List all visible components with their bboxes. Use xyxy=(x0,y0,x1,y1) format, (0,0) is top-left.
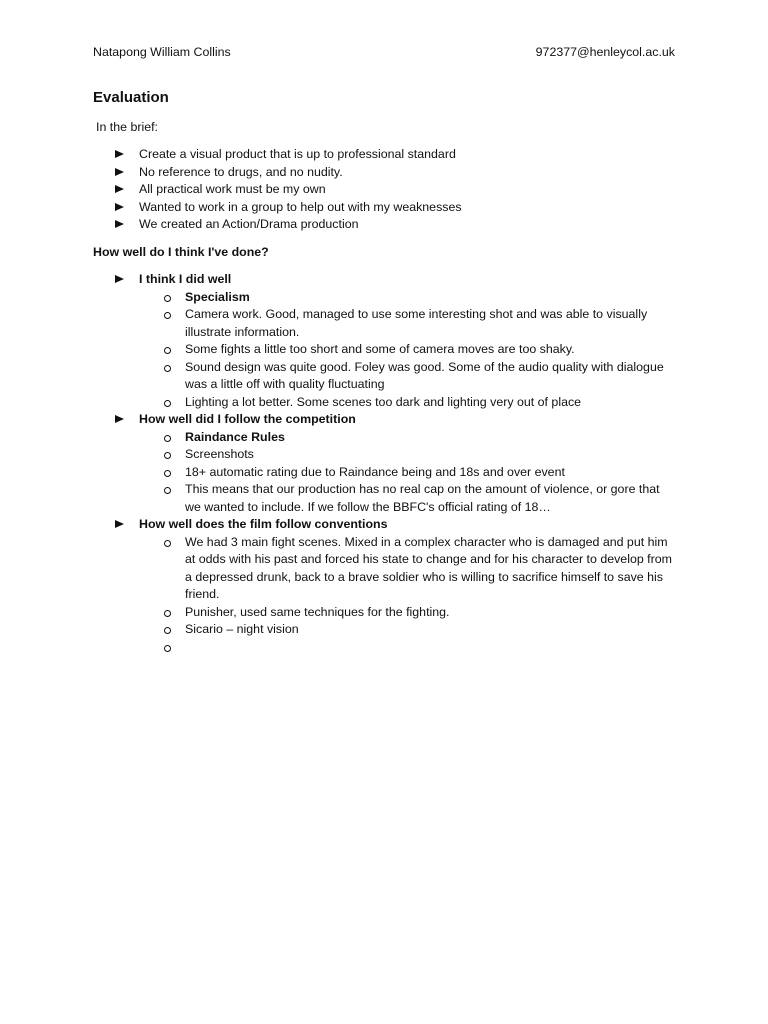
sub-list-item xyxy=(139,621,675,639)
brief-item-text: Create a visual product that is up to professional standard xyxy=(139,147,456,161)
circle-bullet-icon xyxy=(164,452,171,459)
arrow-bullet-icon xyxy=(115,150,124,158)
circle-bullet-icon xyxy=(164,470,171,477)
sub-list-item xyxy=(139,429,675,447)
sub-item-text: We had 3 main fight scenes. Mixed in a complex character who is damaged and put him at odds with his past and forced his state to change and for his character to develop from a depressed drunk, back to a brave soldier who is willing to sacrifice himself to save his friend. xyxy=(185,534,672,601)
circle-bullet-icon xyxy=(164,610,171,617)
list-item xyxy=(115,146,462,164)
circle-bullet-icon xyxy=(164,487,171,494)
sub-list xyxy=(139,429,675,517)
sub-list-item xyxy=(139,639,675,657)
circle-bullet-icon xyxy=(164,295,171,302)
sub-item-text: Camera work. Good, managed to use some interesting shot and was able to visually illustrate information. xyxy=(185,307,648,339)
list-item xyxy=(115,181,462,199)
circle-bullet-icon xyxy=(164,540,171,547)
sub-list-item xyxy=(139,446,675,464)
list-item xyxy=(115,216,462,234)
circle-bullet-icon xyxy=(164,365,171,372)
brief-item-text: All practical work must be my own xyxy=(139,182,326,196)
sub-item-text: Raindance Rules xyxy=(185,429,285,444)
sub-list-item xyxy=(139,481,675,516)
sub-list xyxy=(139,534,675,657)
header-author: Natapong William Collins xyxy=(93,45,231,59)
sub-item-text: 18+ automatic rating due to Raindance being and 18s and over event xyxy=(185,464,565,479)
header-email: 972377@henleycol.ac.uk xyxy=(535,45,675,59)
section-question: How well do I think I've done? xyxy=(93,245,269,259)
sub-list-item xyxy=(139,341,675,359)
arrow-bullet-icon xyxy=(115,520,124,528)
sub-list-item xyxy=(139,604,675,622)
circle-bullet-icon xyxy=(164,312,171,319)
section-label: I think I did well xyxy=(139,272,232,286)
sub-item-text: Specialism xyxy=(185,289,250,304)
arrow-bullet-icon xyxy=(115,220,124,228)
arrow-bullet-icon xyxy=(115,203,124,211)
circle-bullet-icon xyxy=(164,400,171,407)
sub-item-text: Punisher, used same techniques for the fighting. xyxy=(185,604,450,619)
sub-list-item xyxy=(139,289,675,307)
sub-list-item xyxy=(139,464,675,482)
list-item xyxy=(115,164,462,182)
section-label: How well does the film follow conventions xyxy=(139,517,388,531)
sub-item-text: Sound design was quite good. Foley was good. Some of the audio quality with dialogue was a little off with quality fluctuating xyxy=(185,359,664,391)
page-title: Evaluation xyxy=(93,89,169,106)
brief-item-text: Wanted to work in a group to help out with my weaknesses xyxy=(139,199,462,214)
list-item xyxy=(115,199,462,217)
brief-list xyxy=(115,146,462,234)
arrow-bullet-icon xyxy=(115,185,124,193)
sub-list-item xyxy=(139,394,675,412)
sub-list-item xyxy=(139,359,675,394)
arrow-bullet-icon xyxy=(115,275,124,283)
sub-list xyxy=(139,289,675,412)
sub-list-item xyxy=(139,534,675,604)
circle-bullet-icon xyxy=(164,645,171,652)
section-item xyxy=(115,516,675,656)
circle-bullet-icon xyxy=(164,347,171,354)
section-item xyxy=(115,271,675,411)
sub-item-text: This means that our production has no real cap on the amount of violence, or gore that we wanted to include. If we follow the BBFC's official rating of 18… xyxy=(185,482,660,514)
sub-item-text: Some fights a little too short and some of camera moves are too shaky. xyxy=(185,342,575,356)
circle-bullet-icon xyxy=(164,435,171,442)
arrow-bullet-icon xyxy=(115,168,124,176)
sub-item-text: Screenshots xyxy=(185,447,254,461)
brief-item-text: We created an Action/Drama production xyxy=(139,217,359,231)
sub-item-text: Sicario – night vision xyxy=(185,622,299,636)
sub-list-item xyxy=(139,306,675,341)
section-label: How well did I follow the competition xyxy=(139,412,356,426)
circle-bullet-icon xyxy=(164,627,171,634)
sub-item-text: Lighting a lot better. Some scenes too dark and lighting very out of place xyxy=(185,394,582,409)
evaluation-list xyxy=(115,271,675,656)
arrow-bullet-icon xyxy=(115,415,124,423)
brief-item-text: No reference to drugs, and no nudity. xyxy=(139,164,343,179)
brief-intro: In the brief: xyxy=(96,120,158,134)
section-item xyxy=(115,411,675,516)
